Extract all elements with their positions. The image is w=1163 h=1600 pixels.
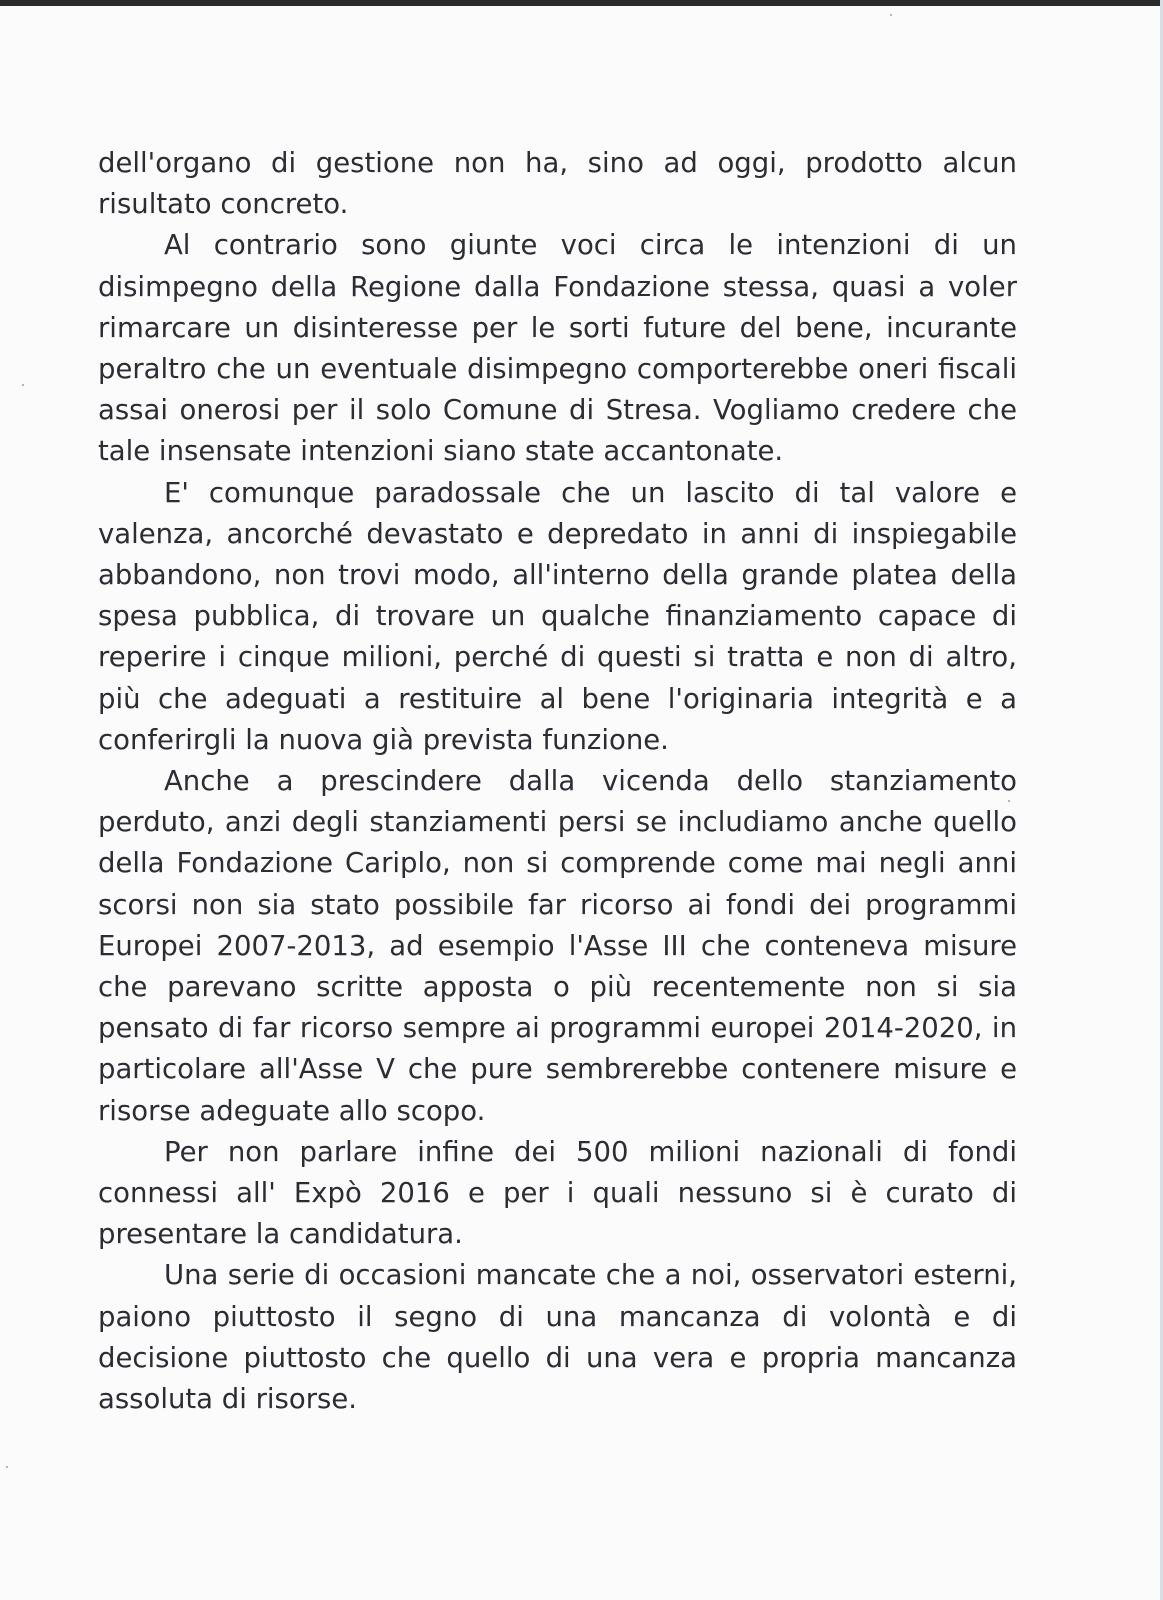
paragraph-fondi-europei: Anche a prescindere dalla vicenda dello stanziamento perduto, anzi degli stanziamenti persi se includiamo anche quello della Fondazione Cariplo, non si comprende come mai negli anni scorsi non sia stato possibile far ricorso ai fondi dei programmi Europei 2007-2013, ad esempio l'Asse III che conteneva misure che parevano scritte apposta o più recentemente non si sia pensato di far ricorso sempre ai programmi europei 2014-2020, in particolare all'Asse V che pure sembrerebbe contenere misure e risorse adeguate allo scopo. — [98, 765, 1017, 1127]
scan-speck — [890, 14, 892, 16]
paragraph-expo-fondi: Per non parlare infine dei 500 milioni nazionali di fondi connessi all' Expò 2016 e per i quali nessuno si è curato di presentare la candidatura. — [98, 1135, 1017, 1251]
paragraph-regione-disimpegno: Al contrario sono giunte voci circa le intenzioni di un disimpegno della Regione dalla Fondazione stessa, quasi a voler rimarcare un disinteresse per le sorti future del bene, incurante peraltro che un eventuale disimpegno comporterebbe oneri fiscali assai onerosi per il solo Comune di Stresa. Vogliamo credere che tale insensate intenzioni siano state accantonate. — [98, 229, 1017, 468]
letter-body — [98, 143, 1017, 1420]
scan-top-edge — [0, 0, 1163, 6]
scan-speck — [6, 1466, 8, 1468]
paragraph-continuation: dell'organo di gestione non ha, sino ad oggi, prodotto alcun risultato concreto. — [98, 147, 1017, 221]
scan-speck — [22, 384, 24, 386]
paragraph-lascito-paradossale: E' comunque paradossale che un lascito di tal valore e valenza, ancorché devastato e depredato in anni di inspiegabile abbandono, non trovi modo, all'interno della grande platea della spesa pubblica, di trovare un qualche finanziamento capace di reperire i cinque milioni, perché di questi si tratta e non di altro, più che adeguati a restituire al bene l'originaria integrità e a conferirgli la nuova già prevista funzione. — [98, 476, 1017, 756]
paragraph-occasioni-mancate: Una serie di occasioni mancate che a noi, osservatori esterni, paiono piuttosto il segno di una mancanza di volontà e di decisione piuttosto che quello di una vera e propria mancanza assoluta di risorse. — [98, 1259, 1017, 1416]
